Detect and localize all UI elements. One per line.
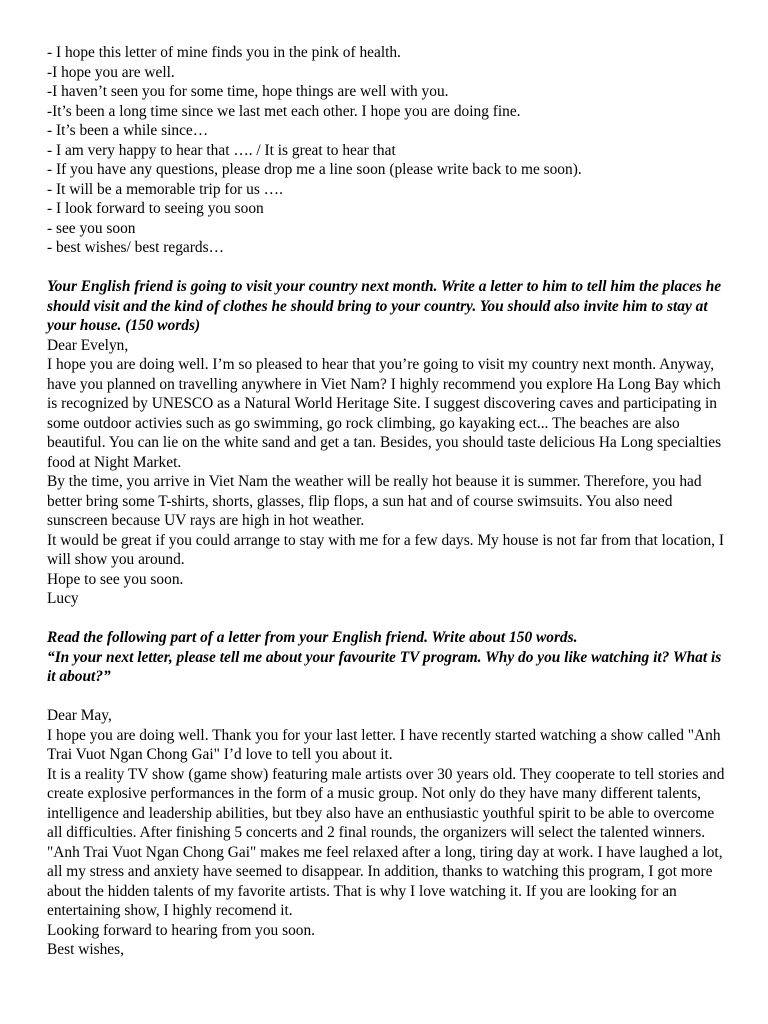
task-2-quote: “In your next letter, please tell me about your favourite TV program. Why do you like watching it? What is it about?” [47,648,722,685]
task-2-prompt: Read the following part of a letter from your English friend. Write about 150 words. [47,629,578,646]
phrase-line: - It’s been a while since… [47,122,209,139]
phrase-line: -I hope you are well. [47,63,175,81]
task-2-paragraph: "Anh Trai Vuot Ngan Chong Gai" makes me feel relaxed after a long, tiring day at work. I have laughed a lot, all my stress and anxiety have seemed to disappear. In addition, thanks to watching this program, I got more about the hidden talents of my favorite artists. That is why I love watching it. If you are looking for an entertaining show, I highly recomend it. [47,843,723,919]
task-1-paragraph: It would be great if you could arrange to stay with me for a few days. My house is not far from that location, I will show you around. [47,531,724,568]
phrase-line: - It will be a memorable trip for us …. [47,180,283,198]
spacer [47,687,728,707]
phrase-line: -It’s been a long time since we last met each other. I hope you are doing fine. [47,102,521,120]
task-1-prompt: Your English friend is going to visit your country next month. Write a letter to him to tell him the places he should visit and the kind of clothes he should bring to your country. You should also invite him to stay at your house. (150 words) [47,278,722,334]
task-1-signature: Lucy [47,590,79,607]
task-1-paragraph: By the time, you arrive in Viet Nam the weather will be really hot beause it is summer. Therefore, you had better bring some T-shirts, shorts, glasses, flip flops, a sun hat and of course swimsuits. You also need sunscreen because UV rays are high in hot weather. [47,473,702,529]
phrase-line: - I look forward to seeing you soon [47,200,264,217]
phrase-line: -I haven’t seen you for some time, hope things are well with you. [47,83,449,100]
task-1-section [47,277,728,609]
task-2-section [47,628,728,960]
spacer [47,609,728,629]
task-1-closing: Hope to see you soon. [47,570,184,588]
task-2-paragraph: It is a reality TV show (game show) featuring male artists over 30 years old. They cooperate to tell stories and create explosive performances in the form of a music group. Not only do they have many different talents, intelligence and leadership abilities, but tbey also have an enthusiastic youthful spirit to be able to overcome all difficulties. After finishing 5 concerts and 2 final rounds, the organizers will select the talented winners. [47,765,725,841]
phrase-line: - see you soon [47,219,136,237]
spacer [47,258,728,278]
phrase-line: - best wishes/ best regards… [47,239,224,256]
task-2-signoff: Best wishes, [47,941,124,958]
useful-phrases-list [47,43,728,258]
task-1-greeting: Dear Evelyn, [47,336,129,354]
task-2-closing: Looking forward to hearing from you soon. [47,921,315,939]
task-2-paragraph: I hope you are doing well. Thank you for your last letter. I have recently started watching a show called "Anh Trai Vuot Ngan Chong Gai" I’d love to tell you about it. [47,726,721,763]
task-2-greeting: Dear May, [47,707,112,724]
phrase-line: - If you have any questions, please drop me a line soon (please write back to me soon). [47,161,582,178]
phrase-line: - I hope this letter of mine finds you in the pink of health. [47,44,401,61]
task-1-paragraph: I hope you are doing well. I’m so pleased to hear that you’re going to visit my country next month. Anyway, have you planned on travelling anywhere in Viet Nam? I highly recommend you explore Ha Long Bay which is recognized by UNESCO as a Natural World Heritage Site. I suggest discovering caves and participating in some outdoor activies such as go swimming, go rock climbing, go kayaking ect... The beaches are also beautiful. You can lie on the white sand and get a tan. Besides, you should taste delicious Ha Long specialties food at Night Market. [47,356,722,471]
phrase-line: - I am very happy to hear that …. / It is great to hear that [47,141,396,159]
